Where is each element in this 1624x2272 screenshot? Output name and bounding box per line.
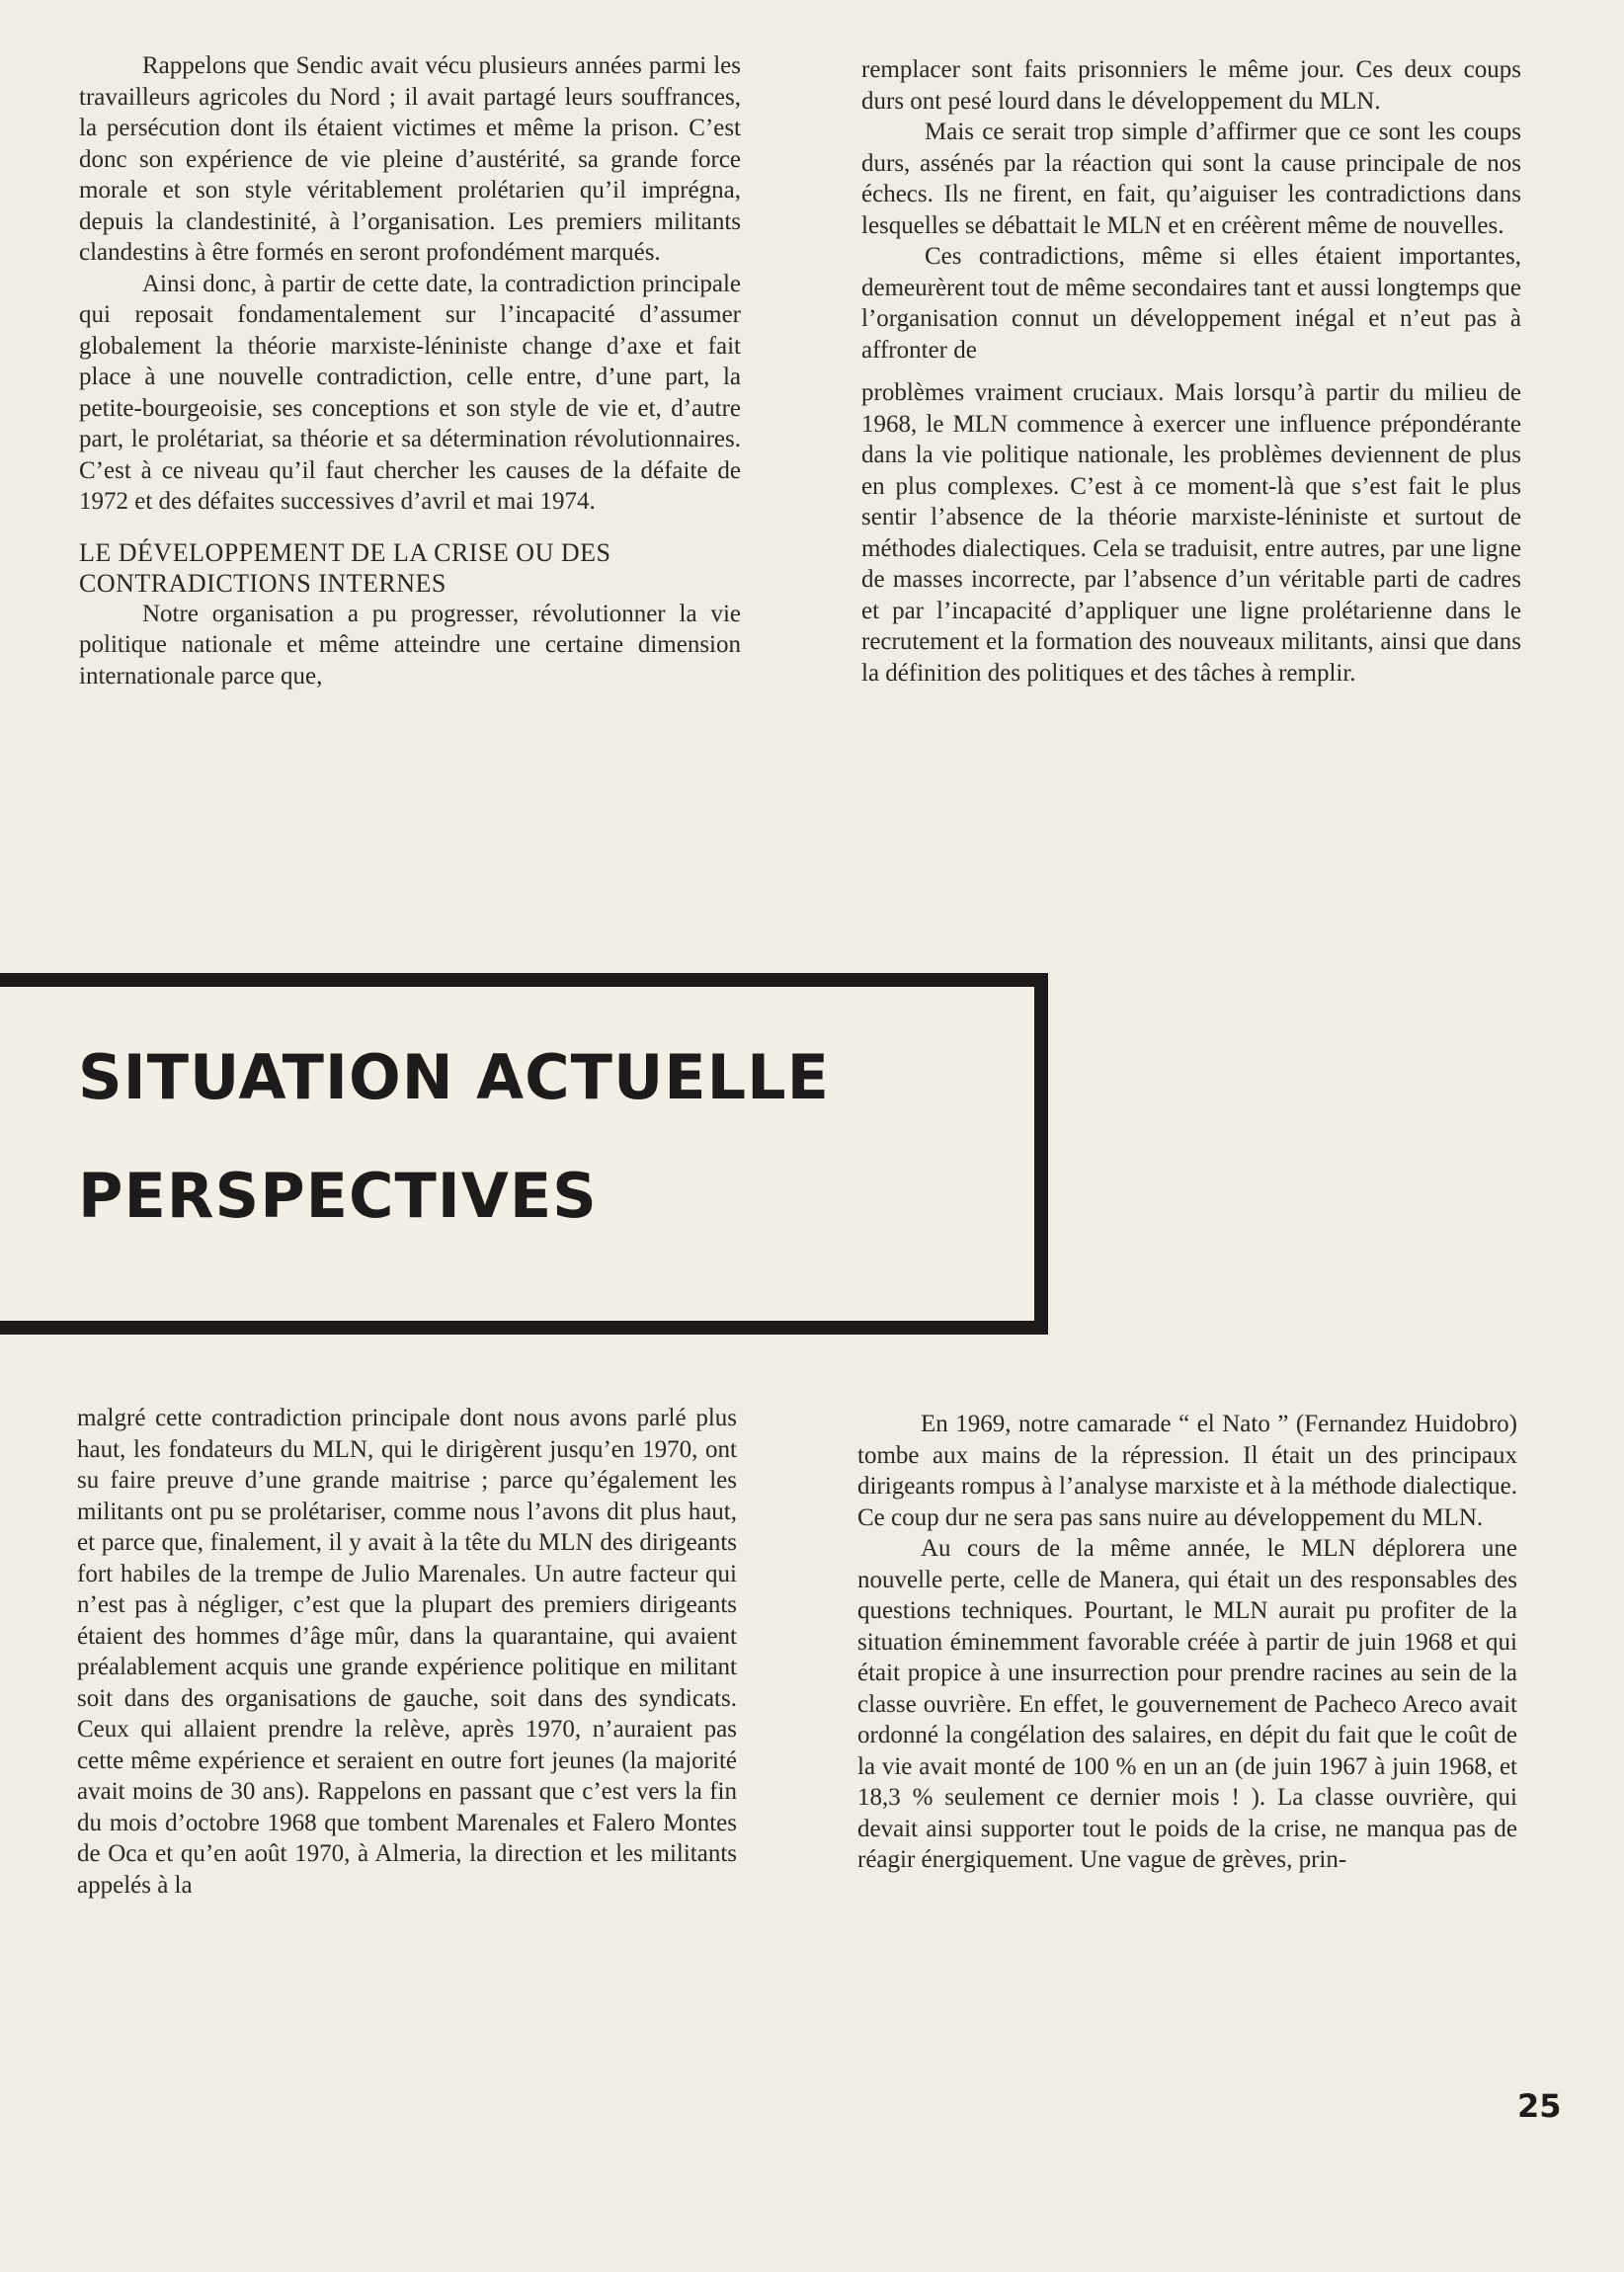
page-number: 25 (1517, 2087, 1562, 2125)
section-heading: LE DÉVELOPPEMENT DE LA CRISE OU DES CONTRADICTIONS INTERNES (79, 537, 611, 598)
banner-title-line-2: PERSPECTIVES (78, 1160, 598, 1232)
paragraph: En 1969, notre camarade “ el Nato ” (Fernandez Huidobro) tombe aux mains de la répression. Il était un des principaux dirigeants rompus à l’analyse marxiste et à la méthode dialectique. Ce coup dur ne sera pas sans nuire au développement du MLN. (857, 1411, 1517, 1531)
column-top-left (79, 50, 741, 691)
paragraph: Mais ce serait trop simple d’affirmer que ce sont les coups durs, assénés par la réaction qui sont la cause principale de nos échecs. Ils ne firent, en fait, qu’aiguiser les contradictions dans lesquelles se débattait le MLN et en créèrent même de nouvelles. (861, 119, 1521, 239)
column-top-right (861, 54, 1521, 689)
paragraph: problèmes vraiment cruciaux. Mais lorsqu’à partir du milieu de 1968, le MLN commence à exercer une influence prépondérante dans la vie politique nationale, les problèmes deviennent de plus en plus complexes. C’est à ce moment-là que s’est fait le plus sentir l’absence de la théorie marxiste-léniniste et surtout de méthodes dialectiques. Cela se traduisit, entre autres, par une ligne de masses incorrecte, par l’absence d’un véritable parti de cadres et par l’incapacité d’appliquer une ligne prolétarienne dans le recrutement et la formation des nouveaux militants, ainsi que dans la définition des politiques et des tâches à remplir. (861, 379, 1521, 687)
column-bottom-right (857, 1409, 1517, 1876)
paragraph: Ces contradictions, même si elles étaient importantes, demeurèrent tout de même secondaires tant et aussi longtemps que l’organisation connut un développement inégal et n’eut pas à affronter de (861, 243, 1521, 364)
banner-title-line-1: SITUATION ACTUELLE (78, 1041, 831, 1113)
paragraph: Notre organisation a pu progresser, révolutionner la vie politique nationale et même atteindre une certaine dimension internationale parce que, (79, 600, 741, 690)
paragraph: Ainsi donc, à partir de cette date, la contradiction principale qui reposait fondamentalement sur l’incapacité d’assumer globalement la théorie marxiste-léniniste change d’axe et fait place à une nouvelle contradiction, celle entre, d’une part, la petite-bourgeoisie, ses conceptions et son style de vie et, d’autre part, le prolétariat, sa théorie et sa détermination révolutionnaires. C’est à ce niveau qu’il faut chercher les causes de la défaite de 1972 et des défaites successives d’avril et mai 1974. (79, 270, 741, 515)
paragraph: remplacer sont faits prisonniers le même jour. Ces deux coups durs ont pesé lourd dans le développement du MLN. (861, 56, 1521, 115)
paragraph: Au cours de la même année, le MLN déplorera une nouvelle perte, celle de Manera, qui était un des responsables des questions techniques. Pourtant, le MLN aurait pu profiter de la situation éminemment favorable créée à partir de juin 1968 et qui était propice à une insurrection pour prendre racines au sein de la classe ouvrière. En effet, le gouvernement de Pacheco Areco avait ordonné la congélation des salaires, en dépit du fait que le coût de la vie avait monté de 100 % en un an (de juin 1967 à juin 1968, et 18,3 % seulement ce dernier mois ! ). La classe ouvrière, qui devait ainsi supporter tout le poids de la crise, ne manqua pas de réagir énergiquement. Une vague de grèves, prin- (857, 1535, 1517, 1873)
section-banner (0, 973, 1048, 1335)
paragraph: Rappelons que Sendic avait vécu plusieurs années parmi les travailleurs agricoles du Nord ; il avait partagé leurs souffrances, la persécution dont ils étaient victimes et même la prison. C’est donc son expérience de vie pleine d’austérité, sa grande force morale et son style véritablement prolétarien qu’il imprégna, depuis la clandestinité, à l’organisation. Les premiers militants clandestins à être formés en seront profondément marqués. (79, 52, 741, 266)
column-bottom-left (77, 1403, 737, 1901)
paragraph: malgré cette contradiction principale dont nous avons parlé plus haut, les fondateurs du MLN, qui le dirigèrent jusqu’en 1970, ont su faire preuve d’une grande maitrise ; parce qu’également les militants ont pu se prolétariser, comme nous l’avons dit plus haut, et parce que, finalement, il y avait à la tête du MLN des dirigeants fort habiles de la trempe de Julio Marenales. Un autre facteur qui n’est pas à négliger, c’est que la plupart des premiers dirigeants étaient des hommes d’âge mûr, dans la quarantaine, qui avaient préalablement acquis une grande expérience politique en militant soit dans des organisations de gauche, soit dans des syndicats. Ceux qui allaient prendre la relève, après 1970, n’auraient pas cette même expérience et seraient en outre fort jeunes (la majorité avait moins de 30 ans). Rappelons en passant que c’est vers la fin du mois d’octobre 1968 que tombent Marenales et Falero Montes de Oca et qu’en août 1970, à Almeria, la direction et les militants appelés à la (77, 1405, 737, 1899)
